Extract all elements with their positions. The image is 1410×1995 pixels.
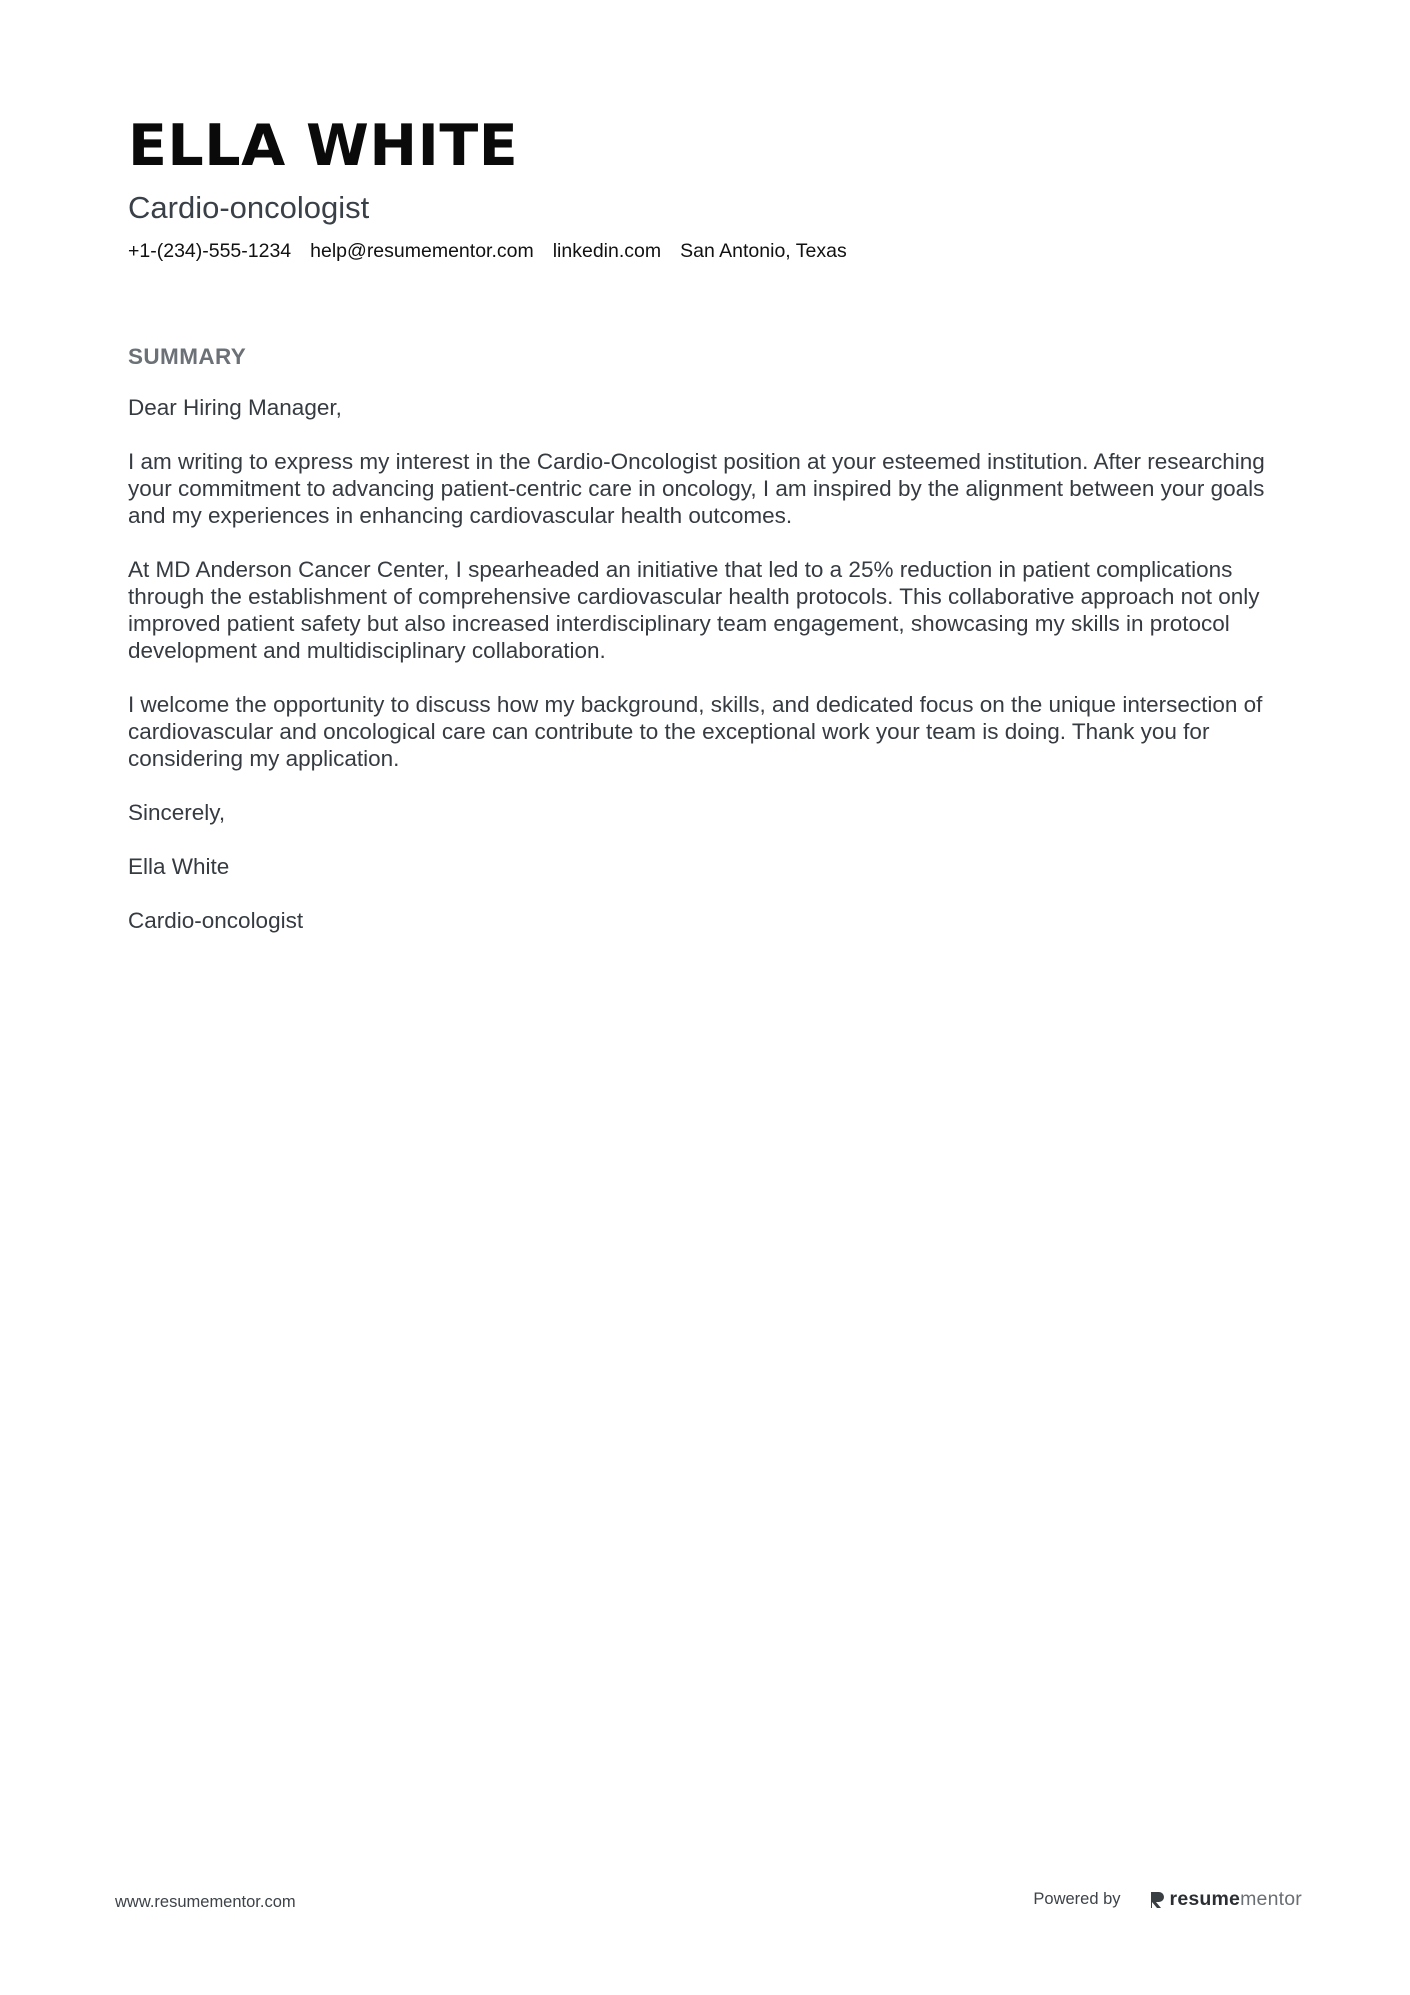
footer-website[interactable]: www.resumementor.com: [115, 1893, 296, 1911]
brand-wordmark-bold: resume: [1169, 1888, 1241, 1910]
greeting: Dear Hiring Manager,: [128, 395, 342, 420]
signature-name: Ella White: [128, 854, 230, 879]
footer-branding: [1033, 1888, 1302, 1911]
paragraph-experience: At MD Anderson Cancer Center, I spearheaded an initiative that led to a 25% reduction in patient complications through the establishment of comprehensive cardiovascular health protocols. This collaborative approach not only improved patient safety but also increased interdisciplinary team engagement, showcasing my skills in protocol development and multidisciplinary collaboration.: [128, 557, 1260, 663]
brand-wordmark: [1170, 1888, 1302, 1911]
signature-title: Cardio-oncologist: [128, 908, 304, 933]
brand-logo[interactable]: [1149, 1888, 1302, 1911]
candidate-role: Cardio-oncologist: [128, 190, 370, 225]
closing: Sincerely,: [128, 800, 226, 825]
contact-line: [128, 238, 847, 264]
contact-location: San Antonio, Texas: [680, 240, 847, 262]
paragraph-closing-remarks: I welcome the opportunity to discuss how my background, skills, and dedicated focus on the unique intersection of cardiovascular and oncological care can contribute to the exceptional work your team is doing. Thank you for considering my application.: [128, 692, 1263, 771]
paragraph-intro: I am writing to express my interest in the Cardio-Oncologist position at your esteemed institution. After researching your commitment to advancing patient-centric care in oncology, I am inspired by the alignment between your goals and my experiences in enhancing cardiovascular health outcomes.: [128, 449, 1265, 528]
letter-body: [128, 342, 1288, 961]
brand-wordmark-light: mentor: [1240, 1888, 1302, 1910]
header: [128, 108, 847, 264]
candidate-name: ELLA WHITE: [128, 113, 519, 179]
resumementor-logo-icon: [1149, 1890, 1165, 1910]
contact-email[interactable]: help@resumementor.com: [310, 240, 534, 262]
section-title-summary: SUMMARY: [128, 344, 247, 369]
contact-linkedin[interactable]: linkedin.com: [552, 240, 662, 262]
powered-by-label: Powered by: [1033, 1890, 1121, 1908]
contact-phone[interactable]: +1-(234)-555-1234: [128, 240, 292, 262]
